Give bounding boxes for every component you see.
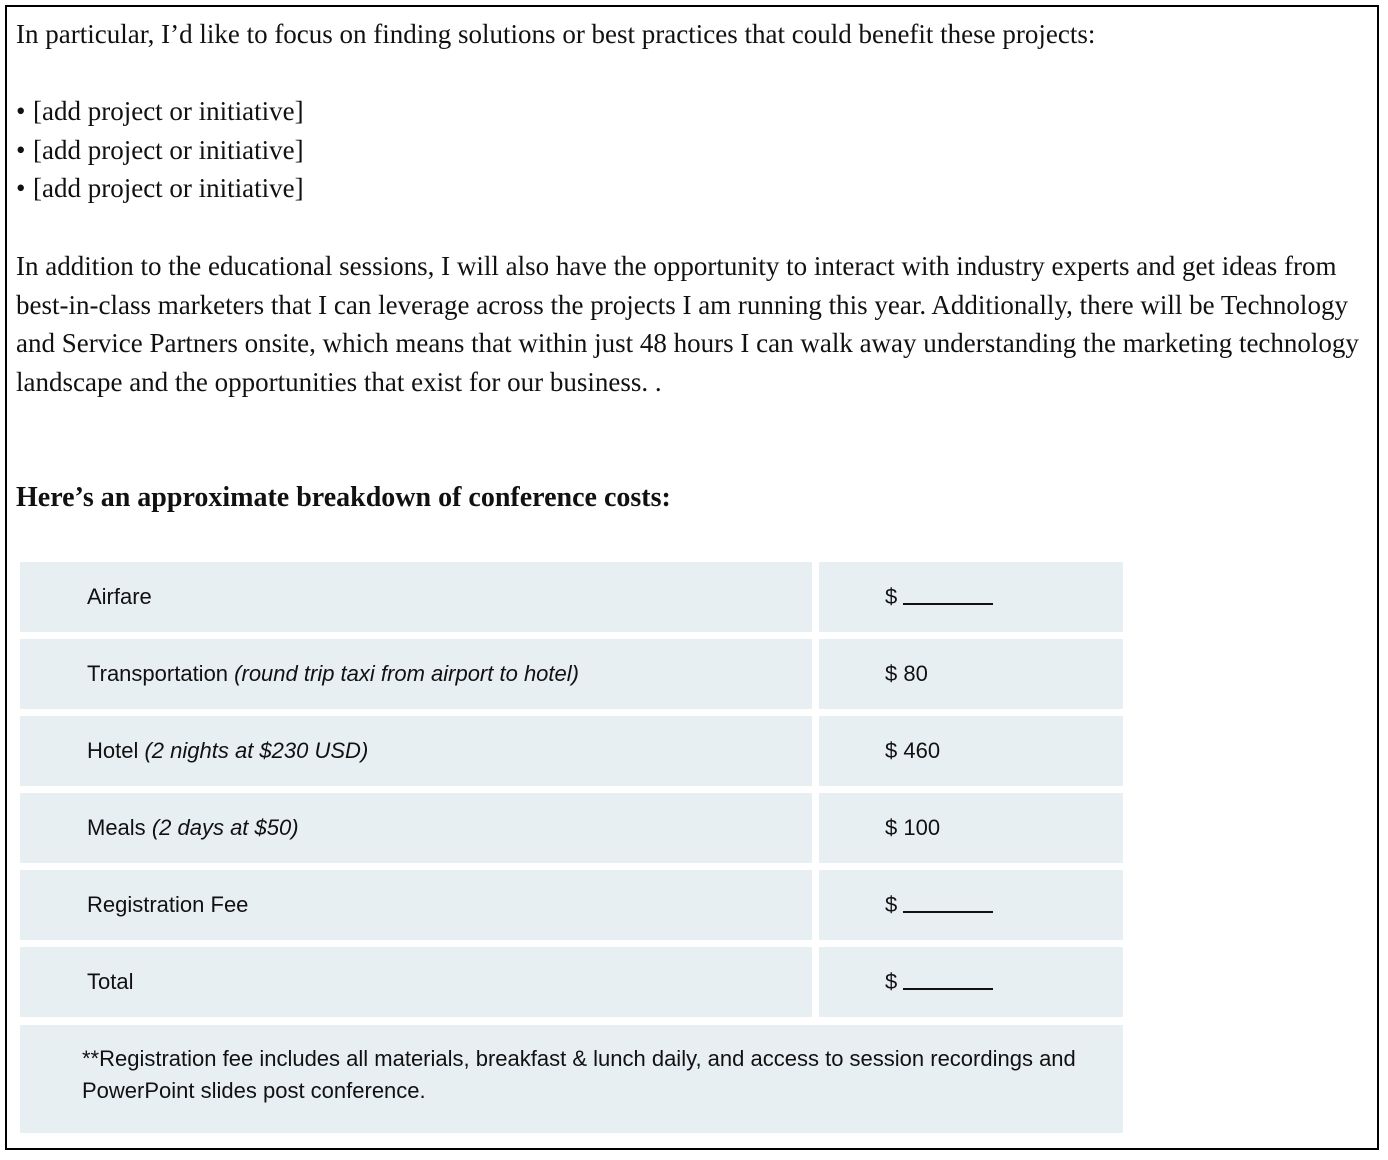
cost-value-cell xyxy=(819,639,1123,709)
project-list xyxy=(16,92,304,208)
cost-label-cell xyxy=(20,947,812,1017)
cost-value: $ xyxy=(885,584,898,609)
cost-value-cell xyxy=(819,716,1123,786)
bullet-icon: • xyxy=(16,173,26,204)
cost-label: Total xyxy=(87,969,134,994)
cost-value: $ xyxy=(885,892,898,917)
list-item xyxy=(16,131,304,170)
cost-value-cell xyxy=(819,870,1123,940)
blank-line xyxy=(903,589,993,605)
cost-detail: (2 nights at $230 USD) xyxy=(144,738,369,763)
opportunities-paragraph: In addition to the educational sessions, I will also have the opportunity to interact with industry experts and get ideas from best-in-class marketers that I can leverage across the projects I am running this year. Additionally, there will be Technology and Service Partners onsite, which means that within just 48 hours I can walk away understanding the marketing technology landscape and the opportunities that exist for our business. . xyxy=(16,251,1359,398)
intro-paragraph: In particular, I’d like to focus on finding solutions or best practices that could benefit these projects: xyxy=(16,19,1096,49)
cost-label-cell xyxy=(20,716,812,786)
cost-value-cell xyxy=(819,947,1123,1017)
cost-label: Transportation xyxy=(87,661,229,686)
cost-label-cell xyxy=(20,870,812,940)
cost-value: $ 80 xyxy=(885,661,928,686)
registration-note: **Registration fee includes all materials, breakfast & lunch daily, and access to session recordings and PowerPoint slides post conference. xyxy=(20,1025,1123,1133)
blank-line xyxy=(903,974,993,990)
cost-label: Registration Fee xyxy=(87,892,249,917)
bullet-icon: • xyxy=(16,96,26,126)
cost-label-cell xyxy=(20,562,812,632)
list-item-text: [add project or initiative] xyxy=(33,96,304,126)
costs-heading: Here’s an approximate breakdown of conference costs: xyxy=(16,482,671,513)
cost-value: $ 460 xyxy=(885,738,941,763)
cost-detail: (2 days at $50) xyxy=(151,815,299,840)
list-item xyxy=(16,92,304,131)
cost-label: Meals xyxy=(87,815,146,840)
list-item-text: [add project or initiative] xyxy=(33,134,304,165)
cost-value-cell xyxy=(819,793,1123,863)
cost-label: Hotel xyxy=(87,738,139,763)
cost-detail: (round trip taxi from airport to hotel) xyxy=(234,661,579,686)
cost-label-cell xyxy=(20,793,812,863)
cost-label-cell xyxy=(20,639,812,709)
bullet-icon: • xyxy=(16,134,26,165)
blank-line xyxy=(903,897,993,913)
cost-value: $ xyxy=(885,969,898,994)
document-page xyxy=(5,5,1379,1150)
list-item-text: [add project or initiative] xyxy=(33,173,304,204)
list-item xyxy=(16,169,304,208)
cost-value-cell xyxy=(819,562,1123,632)
cost-label: Airfare xyxy=(87,584,152,609)
cost-value: $ 100 xyxy=(885,815,941,840)
